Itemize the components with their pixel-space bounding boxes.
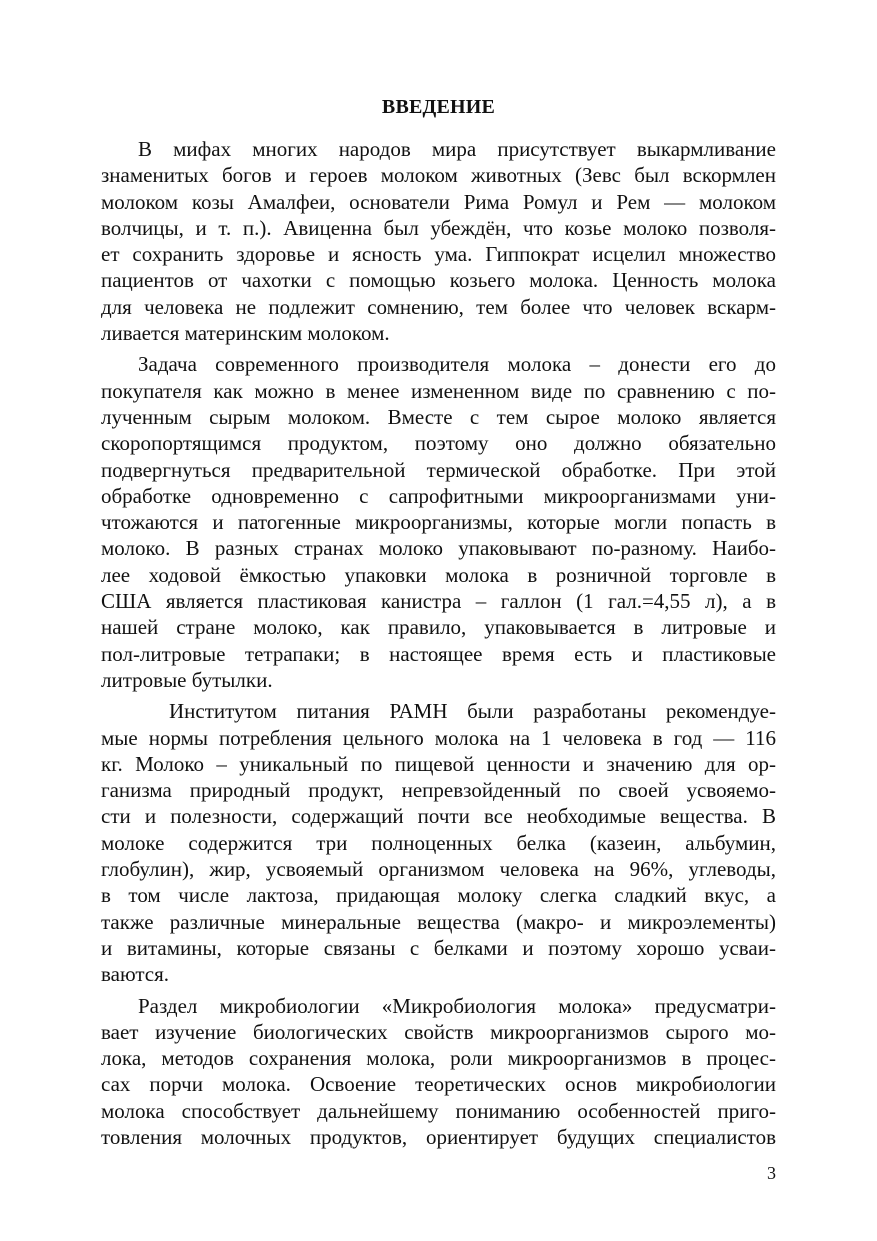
text-line: пол-литровые тетрапаки; в настоящее время есть и пластиковые: [101, 641, 776, 666]
text-line: подвергнуться предварительной термической обработке. При этой: [101, 457, 776, 482]
text-line: пациентов от чахотки с помощью козьего молока. Ценность молока: [101, 268, 776, 293]
text-line: литровые бутылки.: [101, 667, 273, 692]
text-line: ваются.: [101, 962, 170, 987]
text-line: чтожаются и патогенные микроорганизмы, которые могли попасть в: [101, 510, 776, 535]
text-line: сти и полезности, содержащий почти все необходимые вещества. В: [101, 804, 776, 829]
paragraph-microbiology-section: [101, 993, 776, 1151]
paragraph-myths: [101, 136, 776, 346]
body-text: [101, 136, 776, 1150]
text-line: знаменитых богов и героев молоком животных (Зевс был вскормлен: [101, 163, 776, 188]
text-line: для человека не подлежит сомнению, тем более что человек вскарм-: [101, 294, 776, 319]
text-line: также различные минеральные вещества (макро- и микроэлементы): [101, 909, 776, 934]
paragraph-producer-task: [101, 351, 776, 693]
text-line: кг. Молоко – уникальный по пищевой ценности и значению для ор-: [101, 751, 776, 776]
text-line: мые нормы потребления цельного молока на 1 человека в год — 116: [101, 725, 776, 750]
text-line: скоропортящимся продуктом, поэтому оно должно обязательно: [101, 431, 776, 456]
text-line: в том числе лактоза, придающая молоку слегка сладкий вкус, а: [101, 883, 776, 908]
text-line: Раздел микробиологии «Микробиология молока» предусматри-: [138, 993, 776, 1018]
text-line: молоко. В разных странах молоко упаковывают по-разному. Наибо-: [101, 536, 776, 561]
text-line: ливается материнским молоком.: [101, 321, 390, 346]
text-line: обработке одновременно с сапрофитными микроорганизмами уни-: [101, 483, 776, 508]
text-line: ганизма природный продукт, непревзойденный по своей усвояемо-: [101, 778, 776, 803]
text-line: нашей стране молоко, как правило, упаковывается в литровые и: [101, 615, 776, 640]
text-line: и витамины, которые связаны с белками и поэтому хорошо усваи-: [101, 935, 776, 960]
text-line: США является пластиковая канистра – галлон (1 гал.=4,55 л), а в: [101, 589, 776, 614]
paragraph-consumption-norms: [101, 698, 776, 987]
page-title: ВВЕДЕНИЕ: [381, 96, 496, 118]
text-line: лее ходовой ёмкостью упаковки молока в розничной торговле в: [101, 562, 776, 587]
text-line: лока, методов сохранения молока, роли микроорганизмов в процес-: [101, 1046, 776, 1071]
text-line: молоком козы Амалфеи, основатели Рима Ромул и Рем — молоком: [101, 189, 776, 214]
text-line: сах порчи молока. Освоение теоретических основ микробиологии: [101, 1072, 776, 1097]
text-line: молока способствует дальнейшему пониманию особенностей приго-: [101, 1098, 776, 1123]
text-line: покупателя как можно в менее измененном виде по сравнению с по-: [101, 378, 776, 403]
text-line: молоке содержится три полноценных белка (казеин, альбумин,: [101, 830, 776, 855]
text-line: Институтом питания РАМН были разработаны рекомендуе-: [169, 699, 776, 724]
text-line: Задача современного производителя молока – донести его до: [138, 352, 776, 377]
text-line: глобулин), жир, усвояемый организмом человека на 96%, углеводы,: [101, 857, 776, 882]
page-number: 3: [767, 1163, 776, 1183]
text-line: ет сохранить здоровье и ясность ума. Гиппократ исцелил множество: [101, 242, 776, 267]
text-line: лученным сырым молоком. Вместе с тем сырое молоко является: [101, 404, 776, 429]
text-line: вает изучение биологических свойств микроорганизмов сырого мо-: [101, 1019, 776, 1044]
text-line: волчицы, и т. п.). Авиценна был убеждён, что козье молоко позволя-: [101, 215, 776, 240]
text-line: В мифах многих народов мира присутствует выкармливание: [138, 137, 776, 161]
text-line: товления молочных продуктов, ориентирует будущих специалистов: [101, 1124, 776, 1149]
